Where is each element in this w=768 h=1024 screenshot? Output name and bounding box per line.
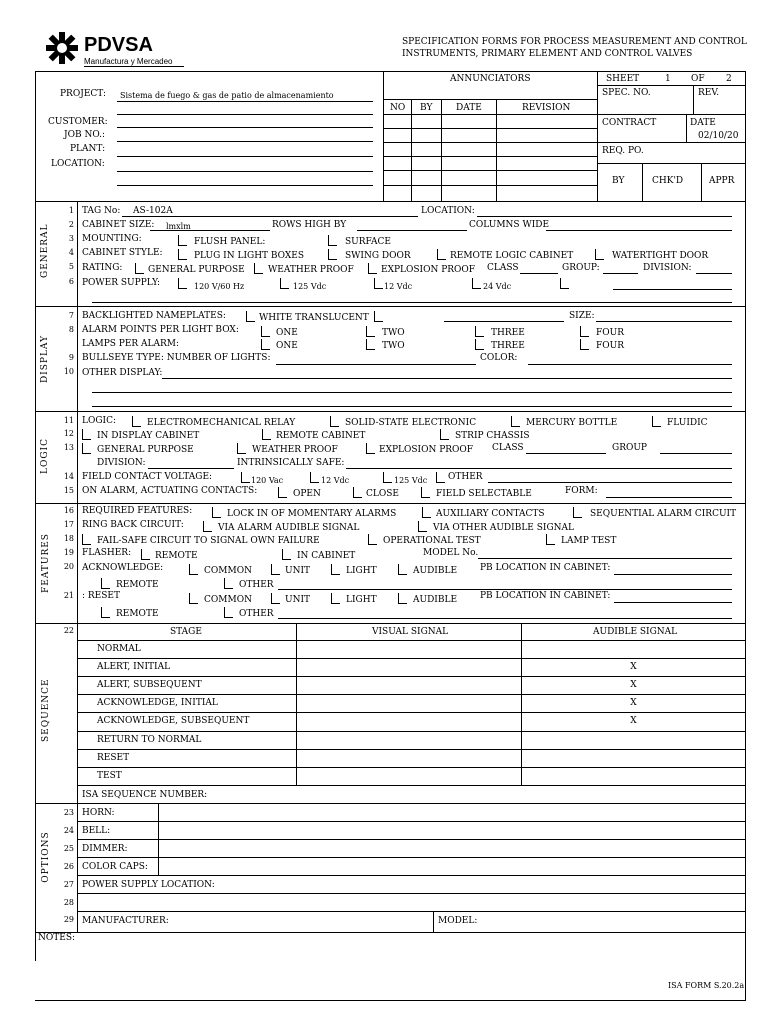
horn-label: HORN: [82, 808, 115, 818]
lock-in-label: LOCK IN OF MOMENTARY ALARMS [227, 509, 397, 519]
reset-other-checkbox[interactable] [224, 607, 233, 618]
reset-light-label: LIGHT [346, 595, 377, 605]
ap-one-label: ONE [276, 328, 298, 338]
ack-pb-location-label: PB LOCATION IN CABINET: [480, 563, 611, 573]
power-supply-label: POWER SUPPLY: [82, 278, 161, 288]
plug-in-checkbox[interactable] [178, 249, 187, 260]
rev-col-date: DATE [456, 103, 482, 113]
fv125-label: 125 Vdc [394, 476, 428, 485]
form-title-line1: SPECIFICATION FORMS FOR PROCESS MEASUREMENT AND CONTROL [402, 37, 747, 47]
failsafe-checkbox[interactable] [82, 534, 91, 545]
section-options: OPTIONS [41, 831, 51, 883]
ack-unit-checkbox[interactable] [271, 564, 280, 575]
cabinet-size-value[interactable]: lmxlm [166, 222, 191, 231]
open-checkbox[interactable] [278, 487, 287, 498]
sequence-visual-heading: VISUAL SIGNAL [372, 627, 449, 637]
sequence-stage-heading: STAGE [170, 627, 202, 637]
logic-ep-checkbox[interactable] [366, 443, 375, 454]
electromech-checkbox[interactable] [132, 416, 141, 427]
lp-three-label: THREE [491, 341, 525, 351]
white-translucent-label: WHITE TRANSLUCENT [259, 313, 369, 323]
manufacturer-label: MANUFACTURER: [82, 916, 169, 926]
sequence-stage-cell: ALERT, INITIAL [97, 662, 171, 672]
form-title-line2: INSTRUMENTS, PRIMARY ELEMENT AND CONTROL VALVES [402, 49, 693, 59]
on-alarm-label: ON ALARM, ACTUATING CONTACTS: [82, 486, 258, 496]
form-label: FORM: [565, 486, 598, 496]
ap-one-checkbox[interactable] [261, 326, 270, 337]
tag-value[interactable]: AS-102A [133, 206, 173, 216]
reset-unit-checkbox[interactable] [271, 593, 280, 604]
ack-light-checkbox[interactable] [331, 564, 340, 575]
v24-checkbox[interactable] [472, 278, 481, 289]
general-purpose-checkbox[interactable] [135, 263, 144, 274]
reset-other-label: OTHER [239, 609, 274, 619]
req-po-label: REQ. PO. [602, 146, 644, 156]
flush-panel-checkbox[interactable] [178, 235, 187, 246]
plug-in-label: PLUG IN LIGHT BOXES [194, 251, 305, 261]
solid-state-checkbox[interactable] [330, 416, 339, 427]
ack-other-label: OTHER [239, 580, 274, 590]
reset-remote-checkbox[interactable] [101, 607, 110, 618]
flush-panel-label: FLUSH PANEL: [194, 237, 266, 247]
project-value[interactable]: Sistema de fuego & gas de patio de almacenamiento [120, 91, 334, 100]
sequence-stage-cell: RETURN TO NORMAL [97, 735, 202, 745]
logic-ep-label: EXPLOSION PROOF [379, 445, 474, 455]
ack-audible-checkbox[interactable] [398, 564, 407, 575]
columns-wide-label: COLUMNS WIDE [469, 220, 550, 230]
fv12-label: 12 Vdc [321, 476, 350, 485]
remote-cabinet-label: REMOTE CABINET [276, 431, 366, 441]
remote-cabinet-checkbox[interactable] [262, 429, 271, 440]
logic-wp-checkbox[interactable] [237, 443, 246, 454]
mercury-label: MERCURY BOTTLE [526, 418, 618, 428]
v125-checkbox[interactable] [280, 278, 289, 289]
sequence-stage-cell: ACKNOWLEDGE, INITIAL [97, 698, 218, 708]
v24-label: 24 Vdc [483, 282, 512, 291]
lp-one-label: ONE [276, 341, 298, 351]
solid-state-label: SOLID-STATE ELECTRONIC [345, 418, 477, 428]
ack-common-checkbox[interactable] [189, 564, 198, 575]
annunciators-heading: ANNUNCIATORS [450, 74, 531, 84]
brand-subtitle: Manufactura y Mercadeo [84, 57, 173, 66]
bullseye-label: BULLSEYE TYPE: NUMBER OF LIGHTS: [82, 353, 271, 363]
fv120-checkbox[interactable] [241, 472, 250, 483]
v12-checkbox[interactable] [374, 278, 383, 289]
in-display-checkbox[interactable] [82, 429, 91, 440]
remote-logic-checkbox[interactable] [437, 249, 446, 260]
ap-four-checkbox[interactable] [580, 326, 589, 337]
swing-door-checkbox[interactable] [328, 249, 337, 260]
explosion-proof-label: EXPLOSION PROOF [381, 265, 476, 275]
date-label: DATE [690, 118, 716, 128]
chkd-label: CHK'D [652, 176, 684, 186]
intrinsic-label: INTRINSICALLY SAFE: [237, 458, 345, 468]
flasher-in-cabinet-label: IN CABINET [297, 551, 356, 561]
via-alarm-label: VIA ALARM AUDIBLE SIGNAL [218, 523, 360, 533]
rev-col-no: NO [390, 103, 406, 113]
reset-unit-label: UNIT [285, 595, 311, 605]
remote-logic-label: REMOTE LOGIC CABINET [450, 251, 574, 261]
rev-label: REV. [698, 88, 720, 98]
flasher-remote-checkbox[interactable] [141, 549, 150, 560]
close-label: CLOSE [366, 489, 399, 499]
fluidic-checkbox[interactable] [652, 416, 661, 427]
sequential-checkbox[interactable] [573, 507, 582, 518]
strip-chassis-label: STRIP CHASSIS [455, 431, 530, 441]
cabinet-style-label: CABINET STYLE: [82, 248, 163, 258]
sequence-stage-cell: ACKNOWLEDGE, SUBSEQUENT [97, 716, 250, 726]
via-alarm-checkbox[interactable] [203, 521, 212, 532]
explosion-proof-checkbox[interactable] [368, 263, 377, 274]
general-location-label: LOCATION: [421, 206, 475, 216]
fluidic-label: FLUIDIC [667, 418, 708, 428]
color-label: COLOR: [480, 353, 518, 363]
section-sequence: SEQUENCE [41, 678, 51, 742]
fv125-checkbox[interactable] [383, 472, 392, 483]
ack-remote-label: REMOTE [116, 580, 159, 590]
division-label: DIVISION: [643, 263, 692, 273]
flasher-in-cabinet-checkbox[interactable] [282, 549, 291, 560]
notes-label: NOTES: [38, 933, 76, 943]
lamp-test-checkbox[interactable] [546, 534, 555, 545]
date-value[interactable]: 02/10/20 [698, 131, 739, 141]
field-voltage-label: FIELD CONTACT VOLTAGE: [82, 472, 213, 482]
section-display: DISPLAY [40, 334, 50, 384]
failsafe-label: FAIL-SAFE CIRCUIT TO SIGNAL OWN FAILURE [97, 536, 320, 546]
fv120-label: 120 Vac [251, 476, 284, 485]
sequence-stage-cell: ALERT, SUBSEQUENT [97, 680, 202, 690]
by-label: BY [612, 176, 625, 186]
ack-light-label: LIGHT [346, 566, 377, 576]
lp-four-label: FOUR [596, 341, 624, 351]
sheet-number: 1 [665, 74, 671, 84]
ack-remote-checkbox[interactable] [101, 578, 110, 589]
ring-back-label: RING BACK CIRCUIT: [82, 520, 184, 530]
job-no-label: JOB NO.: [64, 130, 106, 140]
ap-three-label: THREE [491, 328, 525, 338]
isa-form-footer: ISA FORM S.20.2a [668, 981, 745, 990]
fv-other-label: OTHER [448, 472, 483, 482]
reset-common-checkbox[interactable] [189, 593, 198, 604]
in-display-label: IN DISPLAY CABINET [97, 431, 200, 441]
cabinet-size-label: CABINET SIZE: [82, 220, 155, 230]
ack-other-checkbox[interactable] [224, 578, 233, 589]
v120-checkbox[interactable] [178, 278, 187, 289]
open-label: OPEN [293, 489, 321, 499]
section-general: GENERAL [40, 223, 50, 278]
reset-audible-checkbox[interactable] [398, 593, 407, 604]
plant-label: PLANT: [70, 144, 106, 154]
rating-label: RATING: [82, 263, 123, 273]
reset-audible-label: AUDIBLE [413, 595, 458, 605]
pdvsa-logo-icon [46, 32, 78, 64]
reset-light-checkbox[interactable] [331, 593, 340, 604]
section-features: FEATURES [41, 533, 51, 593]
general-purpose-label: GENERAL PURPOSE [148, 265, 245, 275]
sequence-audible-heading: AUDIBLE SIGNAL [593, 627, 678, 637]
color-caps-label: COLOR CAPS: [82, 862, 148, 872]
ap-three-checkbox[interactable] [475, 326, 484, 337]
v120-label: 120 V/60 Hz [194, 282, 245, 291]
rows-high-label: ROWS HIGH BY [272, 220, 347, 230]
via-other-checkbox[interactable] [418, 521, 427, 532]
power-other-checkbox[interactable] [560, 278, 569, 289]
ap-two-checkbox[interactable] [366, 326, 375, 337]
field-selectable-label: FIELD SELECTABLE [436, 489, 532, 499]
backlight-other-checkbox[interactable] [374, 311, 383, 322]
tag-label: TAG No: [82, 206, 121, 216]
of-label: OF [691, 74, 705, 84]
brand-name: PDVSA [84, 34, 153, 56]
surface-label: SURFACE [345, 237, 391, 247]
logic-group-label: GROUP [612, 443, 647, 453]
power-location-label: POWER SUPPLY LOCATION: [82, 880, 215, 890]
via-other-label: VIA OTHER AUDIBLE SIGNAL [433, 523, 574, 533]
field-selectable-checkbox[interactable] [421, 487, 430, 498]
reset-pb-location-label: PB LOCATION IN CABINET: [480, 591, 611, 601]
surface-checkbox[interactable] [328, 235, 337, 246]
section-logic: LOGIC [40, 438, 50, 474]
dimmer-label: DIMMER: [82, 844, 128, 854]
location-label: LOCATION: [51, 159, 105, 169]
of-number: 2 [726, 74, 732, 84]
reset-remote-label: REMOTE [116, 609, 159, 619]
lamp-test-label: LAMP TEST [561, 536, 617, 546]
sheet-label: SHEET [606, 74, 640, 84]
logic-gp-label: GENERAL PURPOSE [97, 445, 194, 455]
ack-unit-label: UNIT [285, 566, 311, 576]
white-translucent-checkbox[interactable] [246, 311, 255, 322]
flasher-label: FLASHER: [82, 548, 132, 558]
sequence-audible-cell[interactable]: X [630, 716, 637, 726]
lock-in-checkbox[interactable] [212, 507, 221, 518]
rev-col-by: BY [420, 103, 433, 113]
other-display-label: OTHER DISPLAY: [82, 368, 163, 378]
sequence-stage-cell: TEST [97, 771, 122, 781]
lp-one-checkbox[interactable] [261, 339, 270, 350]
backlighted-label: BACKLIGHTED NAMEPLATES: [82, 311, 226, 321]
group-label: GROUP: [562, 263, 600, 273]
close-checkbox[interactable] [353, 487, 362, 498]
logic-label: LOGIC: [82, 416, 117, 426]
lp-two-checkbox[interactable] [366, 339, 375, 350]
reset-common-label: COMMON [204, 595, 252, 605]
spec-no-label: SPEC. NO. [602, 88, 651, 98]
lp-three-checkbox[interactable] [475, 339, 484, 350]
logic-division-label: DIVISION: [97, 458, 146, 468]
sequential-label: SEQUENTIAL ALARM CIRCUIT [590, 509, 737, 519]
rev-col-revision: REVISION [522, 103, 571, 113]
logic-wp-label: WEATHER PROOF [252, 445, 338, 455]
fv-other-checkbox[interactable] [436, 472, 445, 483]
class-label: CLASS [487, 263, 519, 273]
logic-class-label: CLASS [492, 443, 524, 453]
required-features-label: REQUIRED FEATURES: [82, 506, 193, 516]
sequence-audible-cell[interactable]: X [630, 680, 637, 690]
bell-label: BELL: [82, 826, 111, 836]
sequence-audible-cell[interactable]: X [630, 662, 637, 672]
operational-label: OPERATIONAL TEST [383, 536, 481, 546]
logic-gp-checkbox[interactable] [82, 443, 91, 454]
electromech-label: ELECTROMECHANICAL RELAY [147, 418, 296, 428]
fv12-checkbox[interactable] [310, 472, 319, 483]
swing-door-label: SWING DOOR [345, 251, 411, 261]
acknowledge-label: ACKNOWLEDGE: [82, 563, 164, 573]
operational-checkbox[interactable] [368, 534, 377, 545]
contract-label: CONTRACT [602, 118, 657, 128]
model-no-label: MODEL No. [423, 548, 479, 558]
mercury-checkbox[interactable] [511, 416, 520, 427]
customer-label: CUSTOMER: [48, 117, 108, 127]
isa-sequence-label: ISA SEQUENCE NUMBER: [82, 790, 208, 800]
auxiliary-label: AUXILIARY CONTACTS [436, 509, 545, 519]
watertight-label: WATERTIGHT DOOR [612, 251, 709, 261]
sequence-stage-cell: NORMAL [97, 644, 141, 654]
lp-four-checkbox[interactable] [580, 339, 589, 350]
weather-proof-label: WEATHER PROOF [268, 265, 354, 275]
weather-proof-checkbox[interactable] [254, 263, 263, 274]
ack-common-label: COMMON [204, 566, 252, 576]
reset-label: : RESET [82, 591, 120, 601]
size-label: SIZE: [569, 311, 595, 321]
sequence-audible-cell[interactable]: X [630, 698, 637, 708]
watertight-checkbox[interactable] [595, 249, 604, 260]
flasher-remote-label: REMOTE [155, 551, 198, 561]
auxiliary-checkbox[interactable] [422, 507, 431, 518]
mounting-label: MOUNTING: [82, 234, 142, 244]
v125-label: 125 Vdc [293, 282, 327, 291]
model-label: MODEL: [438, 916, 478, 926]
sequence-stage-cell: RESET [97, 753, 130, 763]
lp-two-label: TWO [382, 341, 405, 351]
ap-two-label: TWO [382, 328, 405, 338]
lamps-label: LAMPS PER ALARM: [82, 339, 180, 349]
strip-chassis-checkbox[interactable] [440, 429, 449, 440]
ack-audible-label: AUDIBLE [413, 566, 458, 576]
project-label: PROJECT: [60, 89, 106, 99]
alarm-points-label: ALARM POINTS PER LIGHT BOX: [82, 325, 239, 335]
appr-label: APPR [709, 176, 735, 186]
v12-label: 12 Vdc [384, 282, 413, 291]
ap-four-label: FOUR [596, 328, 624, 338]
